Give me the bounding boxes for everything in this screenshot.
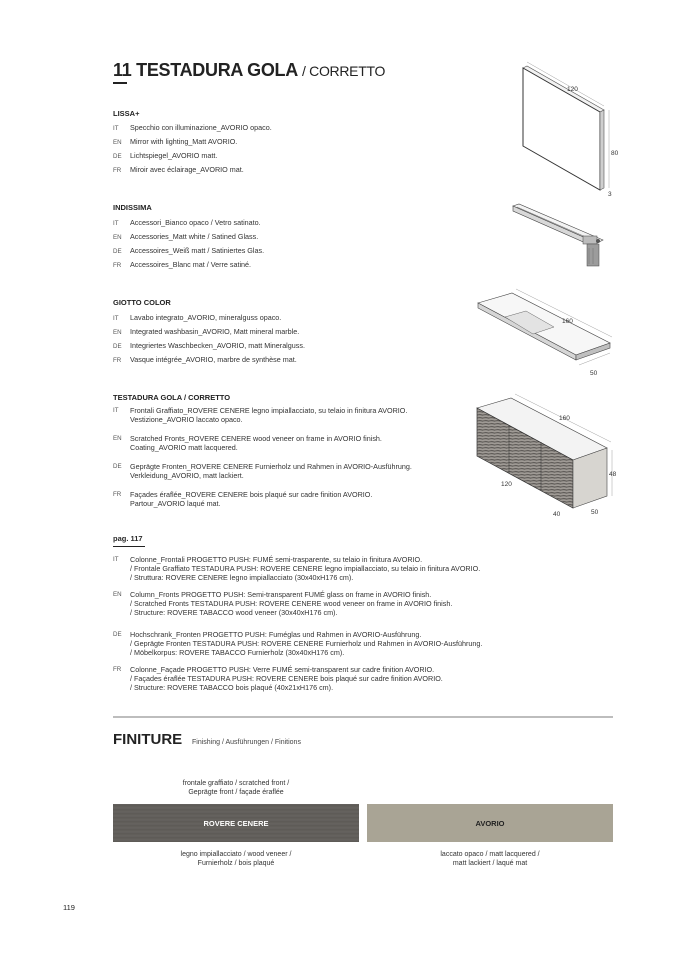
spec-text: Miroir avec éclairage_AVORIO mat. (130, 165, 244, 174)
spec-row (113, 341, 305, 351)
title-sub: / CORRETTO (301, 63, 386, 79)
page-reference: pag. 117 (113, 534, 143, 543)
page-title (113, 60, 385, 81)
spec-row (113, 406, 473, 426)
spec-text: Integriertes Waschbecken_AVORIO, matt Mineralguss. (130, 341, 305, 350)
lang-code: DE (113, 153, 122, 160)
lang-code: EN (113, 435, 122, 442)
spec-text: Accessoires_Blanc mat / Verre satiné. (130, 260, 252, 269)
finiture-title: FINITURE (113, 731, 183, 748)
spec-row (113, 490, 473, 510)
spec-row (113, 151, 217, 161)
spec-text: Lavabo integrato_AVORIO, mineralguss opaco. (130, 313, 282, 322)
spec-row (113, 630, 553, 658)
spec-row (113, 313, 281, 323)
swatch-avorio (367, 804, 613, 842)
spec-row (113, 123, 272, 133)
lang-code: EN (113, 234, 122, 241)
front-caption: frontale graffiato / scratched front / Geprägte front / façade éraflée (182, 780, 290, 796)
spec-row (113, 246, 264, 256)
spec-text: Frontali Graffiato_ROVERE CENERE legno impiallacciato, su telaio in finitura AVORIO. Vestizione_AVORIO laccato opaco. (130, 406, 408, 424)
lang-code: FR (113, 167, 122, 174)
lang-code: IT (113, 220, 119, 227)
section-title-lissa: LISSA+ (113, 109, 140, 118)
cabinet-height-label: 48 (609, 471, 617, 478)
cabinet-width-label: 160 (559, 415, 570, 422)
lang-code: IT (113, 556, 119, 563)
finiture-subtitle: Finishing / Ausführungen / Finitions (192, 739, 301, 746)
spec-text: Façades éraflée_ROVERE CENERE bois plaqué sur cadre finition AVORIO. Partour_AVORIO laqué mat. (130, 490, 373, 508)
cabinet-drawing (465, 390, 625, 520)
mirror-height-label: 80 (611, 150, 619, 157)
spec-text: Scratched Fronts_ROVERE CENERE wood veneer on frame in AVORIO finish. Coating_AVORIO matt lacquered. (130, 434, 382, 452)
spec-text: Accessori_Bianco opaco / Vetro satinato. (130, 218, 261, 227)
spec-row (113, 665, 553, 693)
lang-code: DE (113, 631, 122, 638)
spec-row (113, 434, 473, 454)
accessory-drawing (505, 200, 610, 270)
cabinet-inner-width-label: 120 (501, 481, 512, 488)
mirror-width-label: 120 (567, 86, 578, 93)
spec-text: Colonne_Façade PROGETTO PUSH: Verre FUMÉ semi-transparent sur cadre finition AVORIO. / Façades éraflée TESTADURA PUSH: ROVERE CENERE bois plaqué sur cadre finition AVORIO. / Structure: ROVERE TABACCO bois plaqué (40x21xH176 cm). (130, 665, 443, 692)
cabinet-depth-label: 50 (591, 509, 599, 516)
lang-code: IT (113, 407, 119, 414)
lang-code: IT (113, 125, 119, 132)
spec-text: Column_Fronts PROGETTO PUSH: Semi-transparent FUMÉ glass on frame in AVORIO finish. / Scratched Fronts TESTADURA PUSH: ROVERE CENERE wood veneer on frame in AVORIO finish. / Structure: ROVERE TABACCO wood veneer (30x40xH176 cm). (130, 590, 453, 617)
spec-row (113, 555, 553, 583)
spec-row (113, 218, 261, 228)
swatch-rovere-cenere (113, 804, 359, 842)
mirror-drawing (505, 60, 630, 200)
lang-code: FR (113, 491, 122, 498)
section-title-giotto: GIOTTO COLOR (113, 298, 171, 307)
swatch-caption: legno impiallacciato / wood veneer / Furnierholz / bois plaqué (180, 851, 292, 867)
section-title-indissima: INDISSIMA (113, 203, 152, 212)
spec-text: Colonne_Frontali PROGETTO PUSH: FUMÉ semi-trasparente, su telaio in finitura AVORIO. / Frontale Graffiato TESTADURA PUSH: ROVERE CENERE legno impiallacciato, su telaio in finitura AVORIO. / Struttura: ROVERE CENERE legno impiallacciato (30x40xH176 cm). (130, 555, 481, 582)
section-title-testadura: TESTADURA GOLA / CORRETTO (113, 393, 231, 402)
title-main: 11 TESTADURA GOLA (113, 60, 298, 80)
page-reference-underline (113, 546, 145, 547)
spec-text: Vasque intégrée_AVORIO, marbre de synthèse mat. (130, 355, 297, 364)
spec-text: Geprägte Fronten_ROVERE CENERE Furnierholz und Rahmen in AVORIO-Ausführung. Verkleidung_AVORIO, matt lackiert. (130, 462, 412, 480)
basin-drawing (470, 285, 620, 385)
lang-code: EN (113, 139, 122, 146)
swatch-label: AVORIO (475, 818, 505, 828)
lang-code: DE (113, 463, 122, 470)
spec-row (113, 590, 553, 618)
spec-row (113, 327, 299, 337)
basin-width-label: 160 (562, 318, 573, 325)
spec-row (113, 355, 297, 365)
mirror-depth-label: 3 (608, 191, 612, 198)
lang-code: EN (113, 591, 122, 598)
spec-row (113, 260, 251, 270)
lang-code: FR (113, 666, 122, 673)
section-divider (113, 716, 613, 718)
lang-code: IT (113, 315, 119, 322)
spec-text: Accessoires_Weiß matt / Satiniertes Glas. (130, 246, 265, 255)
lang-code: EN (113, 329, 122, 336)
page-number: 119 (63, 903, 75, 912)
basin-depth-label: 50 (590, 370, 598, 377)
spec-text: Integrated washbasin_AVORIO, Matt mineral marble. (130, 327, 300, 336)
spec-row (113, 232, 258, 242)
swatch-label: ROVERE CENERE (203, 818, 269, 828)
spec-text: Hochschrank_Fronten PROGETTO PUSH: Fuméglas und Rahmen in AVORIO-Ausführung. / Geprägte Fronten TESTADURA PUSH: ROVERE CENERE Furnierholz und Rahmen in AVORIO-Ausführung. / Möbelkorpus: ROVERE TABACCO Furnierholz (30x40xH176 cm). (130, 630, 483, 657)
spec-text: Accessories_Matt white / Satined Glass. (130, 232, 259, 241)
lang-code: DE (113, 248, 122, 255)
swatch-caption: laccato opaco / matt lacquered / matt lackiert / laqué mat (440, 851, 540, 867)
spec-row (113, 462, 473, 482)
cabinet-inner-depth-label: 40 (553, 511, 561, 518)
lang-code: FR (113, 262, 122, 269)
lang-code: FR (113, 357, 122, 364)
title-underline (113, 82, 127, 84)
spec-text: Specchio con illuminazione_AVORIO opaco. (130, 123, 272, 132)
spec-text: Mirror with lighting_Matt AVORIO. (130, 137, 238, 146)
spec-row (113, 137, 237, 147)
lang-code: DE (113, 343, 122, 350)
spec-row (113, 165, 244, 175)
spec-text: Lichtspiegel_AVORIO matt. (130, 151, 218, 160)
